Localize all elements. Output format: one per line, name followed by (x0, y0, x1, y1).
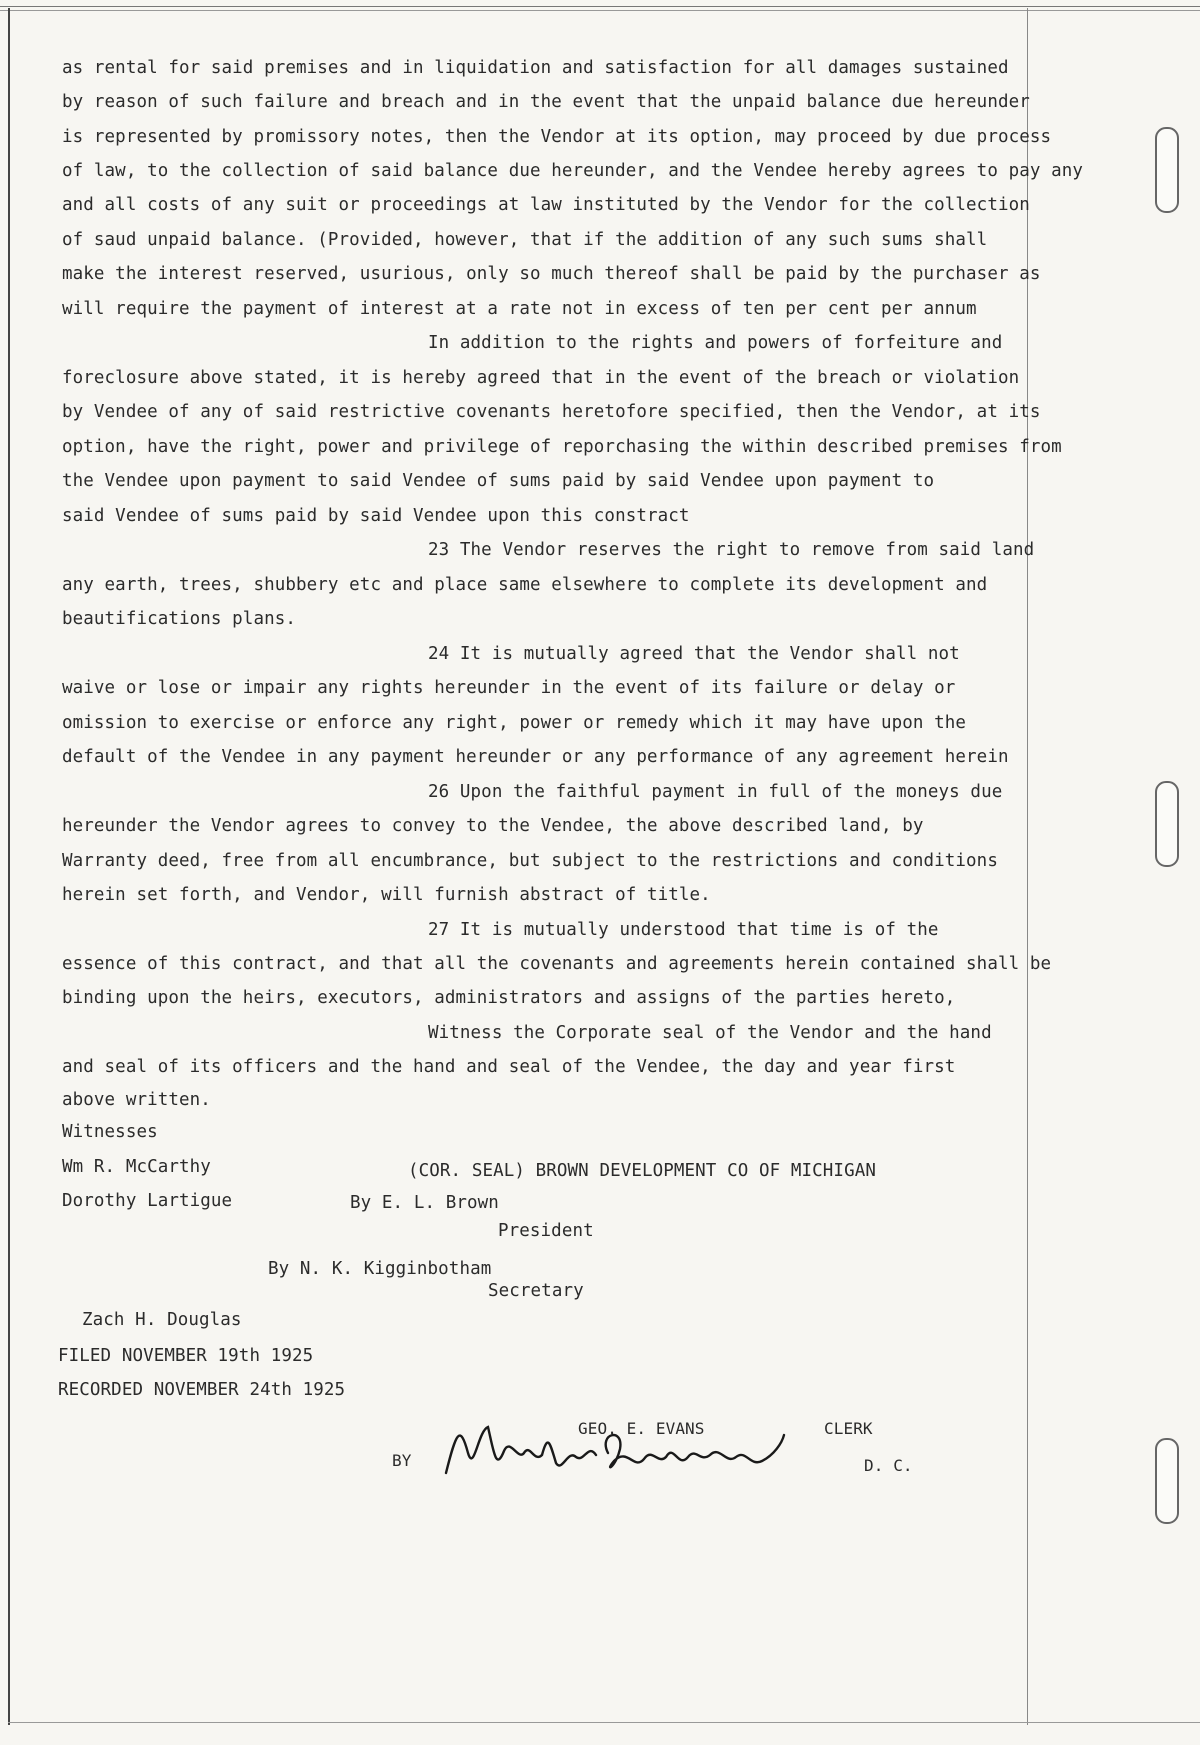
corporate-seal-line: (COR. SEAL) BROWN DEVELOPMENT CO OF MICHIGAN (408, 1161, 876, 1181)
body-line: of saud unpaid balance. (Provided, however, that if the addition of any such sums shall (62, 230, 988, 250)
binder-hole-bottom (1155, 1438, 1179, 1524)
paragraph-start: 23 The Vendor reserves the right to remove from said land (428, 540, 1035, 560)
body-line: default of the Vendee in any payment hereunder or any performance of any agreement herein (62, 747, 1009, 767)
bottom-border (8, 1722, 1200, 1723)
witnesses-label: Witnesses (62, 1122, 158, 1142)
president-signature: By E. L. Brown (350, 1193, 499, 1213)
paragraph-start: Witness the Corporate seal of the Vendor and the hand (428, 1023, 992, 1043)
paragraph-start: 26 Upon the faithful payment in full of the moneys due (428, 782, 1003, 802)
body-line: and all costs of any suit or proceedings at law instituted by the Vendor for the collection (62, 195, 1030, 215)
body-line: the Vendee upon payment to said Vendee of sums paid by said Vendee upon payment to (62, 471, 935, 491)
body-line: above written. (62, 1090, 211, 1110)
binder-hole-middle (1155, 781, 1179, 867)
body-line: of law, to the collection of said balance due hereunder, and the Vendee hereby agrees to pay any (62, 161, 1084, 181)
body-line: any earth, trees, shubbery etc and place same elsewhere to complete its development and (62, 575, 988, 595)
secretary-signature: By N. K. Kigginbotham (268, 1259, 492, 1279)
body-line: binding upon the heirs, executors, administrators and assigns of the parties hereto, (62, 988, 956, 1008)
witness-name: Dorothy Lartigue (62, 1191, 233, 1211)
by-label: BY (392, 1451, 412, 1470)
body-line: said Vendee of sums paid by said Vendee upon this constract (62, 506, 690, 526)
top-border (0, 6, 1200, 11)
body-line: beautifications plans. (62, 609, 296, 629)
body-line: and seal of its officers and the hand and seal of the Vendee, the day and year first (62, 1057, 956, 1077)
clerk-name: GEO. E. EVANS (578, 1419, 705, 1438)
body-line: omission to exercise or enforce any right, power or remedy which it may have upon the (62, 713, 967, 733)
body-line: essence of this contract, and that all the covenants and agreements herein contained shall be (62, 954, 1052, 974)
body-line: waive or lose or impair any rights hereunder in the event of its failure or delay or (62, 678, 956, 698)
recorded-date: RECORDED NOVEMBER 24th 1925 (58, 1380, 346, 1400)
notary-name: Zach H. Douglas (82, 1310, 242, 1330)
paragraph-start: 24 It is mutually agreed that the Vendor shall not (428, 644, 960, 664)
body-line: foreclosure above stated, it is hereby agreed that in the event of the breach or violation (62, 368, 1020, 388)
body-line: by reason of such failure and breach and in the event that the unpaid balance due hereunder (62, 92, 1030, 112)
body-line: is represented by promissory notes, then the Vendor at its option, may proceed by due process (62, 127, 1052, 147)
body-line: herein set forth, and Vendor, will furnish abstract of title. (62, 885, 711, 905)
filed-date: FILED NOVEMBER 19th 1925 (58, 1346, 314, 1366)
deputy-clerk-title: D. C. (864, 1456, 913, 1475)
witness-name: Wm R. McCarthy (62, 1157, 211, 1177)
clerk-title: CLERK (824, 1419, 873, 1438)
body-line: Warranty deed, free from all encumbrance, but subject to the restrictions and conditions (62, 851, 998, 871)
body-line: by Vendee of any of said restrictive covenants heretofore specified, then the Vendor, at its (62, 402, 1041, 422)
paragraph-start: In addition to the rights and powers of forfeiture and (428, 333, 1003, 353)
body-line: will require the payment of interest at a rate not in excess of ten per cent per annum (62, 299, 977, 319)
body-line: make the interest reserved, usurious, only so much thereof shall be paid by the purchaser as (62, 264, 1041, 284)
secretary-title: Secretary (488, 1281, 584, 1301)
president-title: President (498, 1221, 594, 1241)
body-line: hereunder the Vendor agrees to convey to the Vendee, the above described land, by (62, 816, 924, 836)
body-line: as rental for said premises and in liquidation and satisfaction for all damages sustained (62, 58, 1009, 78)
handwritten-signature (438, 1413, 798, 1493)
body-line: option, have the right, power and privilege of reporchasing the within described premises from (62, 437, 1062, 457)
left-margin-line (8, 8, 10, 1725)
paragraph-start: 27 It is mutually understood that time is of the (428, 920, 939, 940)
binder-hole-top (1155, 127, 1179, 213)
